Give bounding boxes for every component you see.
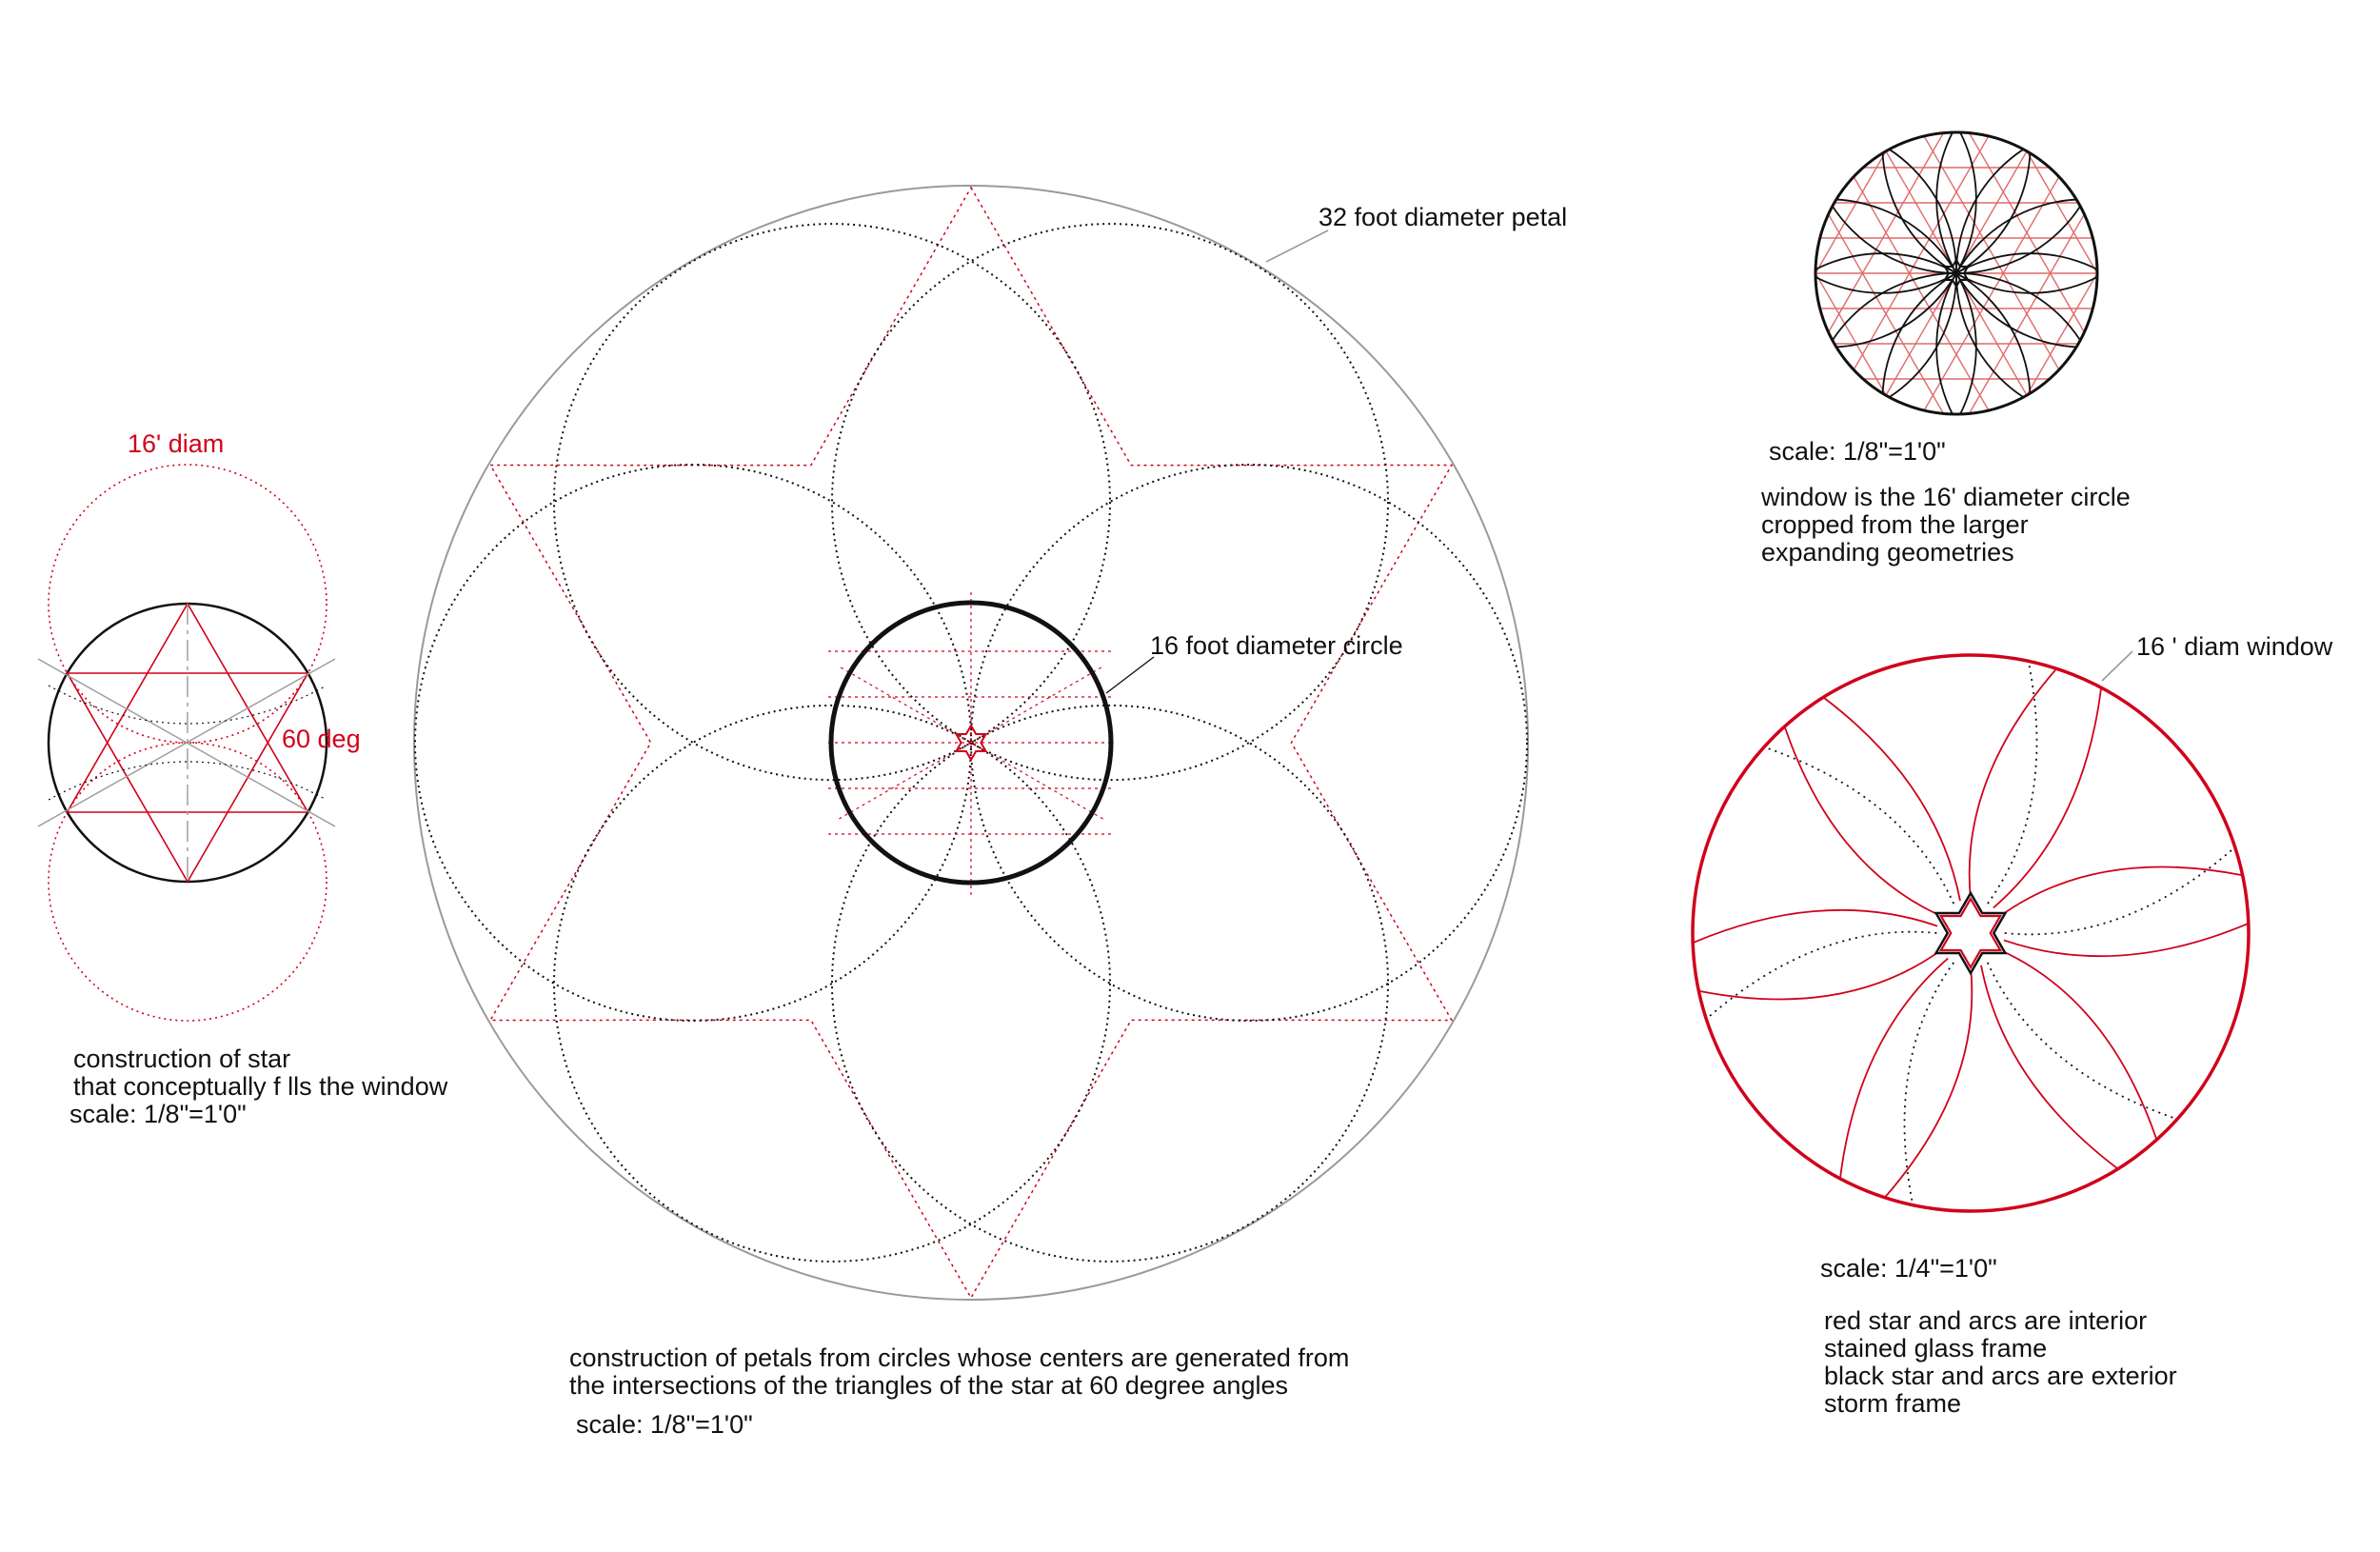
cropped-petal-arc [1680,51,1976,348]
cropped-grid-line [1907,25,2288,685]
petal-circle [554,706,1110,1262]
star-scale-label: scale: 1/8"=1'0" [69,1100,247,1128]
star-triangle-up [68,604,308,812]
storm-frame-arc [1764,747,1954,904]
petals-caption-line: construction of petals from circles whose centers are generated from [569,1343,1350,1372]
storm-frame-arc [1988,963,2177,1119]
frame-caption [1824,1307,2177,1418]
storm-star [1936,893,2006,973]
interior-frame-arc [2000,950,2156,1140]
interior-frame-arc [1840,959,1948,1179]
cropped-grid-line [1696,0,2076,563]
interior-frame-arc [1885,967,1973,1198]
interior-frame-arc [1693,910,1937,943]
petal-circle [971,465,1527,1021]
window-16-label: 16 ' diam window [2136,632,2333,661]
petal-leader-line [1266,230,1328,262]
star-caption-line: construction of star [73,1045,291,1073]
frame-caption-line: storm frame [1824,1389,1962,1418]
cropped-grid-line [1836,0,2217,563]
cropped-geometry [1625,0,2288,685]
petals-caption [569,1344,1349,1400]
frame-caption-line: stained glass frame [1824,1334,2048,1363]
petal-32-label: 32 foot diameter petal [1319,203,1568,231]
petal-circle [554,224,1110,780]
storm-frame-arc [1905,963,1954,1205]
sixty-deg-label: 60 deg [282,725,361,753]
star-caption [73,1045,447,1101]
interior-frame-arc [1823,697,1960,901]
interior-frame-arc [1785,726,1941,916]
frame-caption-line: black star and arcs are exterior [1824,1362,2177,1390]
storm-frame-arc [2005,847,2235,935]
interior-frame-arc [2004,924,2249,956]
circle-16-label: 16 foot diameter circle [1150,631,1403,660]
cropped-petal-arc [1809,0,2105,273]
window-caption [1761,484,2131,567]
cropped-petal-arc [1936,199,2232,495]
petal-construction-figure [414,186,1528,1300]
window-leader-line [2102,651,2132,681]
storm-frame-arc [1988,661,2037,904]
storm-frame-arc [1706,932,1936,1020]
window-scale-large-label: scale: 1/4"=1'0" [1820,1254,1997,1283]
petal-circle [415,465,971,1021]
interior-frame-arc [1698,950,1941,1000]
interior-frame-arc [1993,687,2101,907]
star-caption-line: that conceptually f lls the window [73,1072,448,1101]
cropped-window-figure [1625,0,2288,685]
circle-leader-line [1106,657,1154,693]
cropped-petal-arc [1735,0,2031,293]
petals-caption-line: the intersections of the triangles of the star at 60 degree angles [569,1371,1288,1400]
frame-caption-line: red star and arcs are interior [1824,1306,2148,1335]
window-frame-figure [1693,651,2249,1211]
interior-frame-arc [2000,867,2243,917]
window-caption-line: window is the 16' diameter circle [1761,483,2131,511]
interior-frame-arc [1970,668,2057,899]
sixteen-diam-label: 16' diam [128,429,225,458]
window-caption-line: cropped from the larger [1761,510,2029,539]
cropped-petal-arc [1936,51,2232,348]
window-caption-line: expanding geometries [1761,538,2014,567]
window-scale-small-label: scale: 1/8"=1'0" [1769,437,1946,466]
cropped-grid-line [1625,25,2006,685]
petals-scale-label: scale: 1/8"=1'0" [576,1410,753,1439]
cropped-petal-arc [1882,0,2178,293]
interior-frame-arc [1981,965,2118,1169]
